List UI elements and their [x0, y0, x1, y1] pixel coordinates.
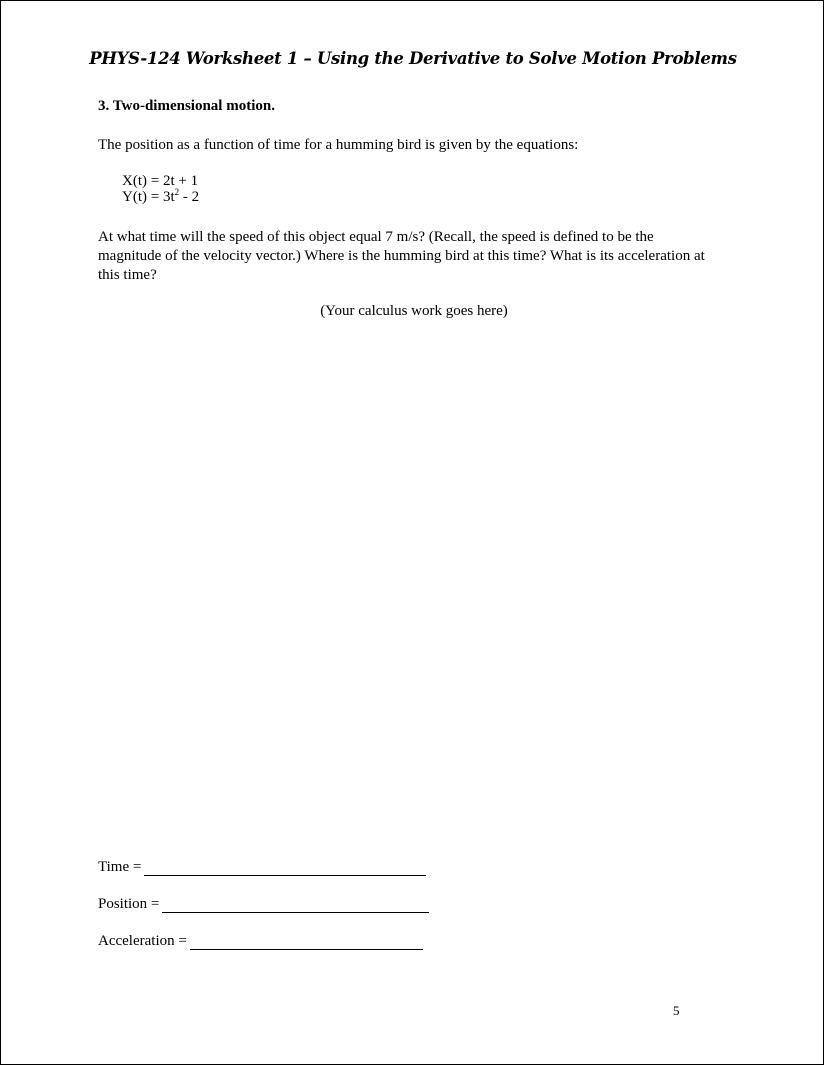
acceleration-answer-row	[98, 933, 423, 950]
page-number: 5	[673, 1003, 680, 1018]
equation-x: X(t) = 2t + 1	[122, 173, 199, 189]
time-answer-row	[98, 859, 426, 876]
position-answer-blank[interactable]	[162, 898, 429, 913]
equation-y-exponent: 2	[174, 187, 180, 197]
problem-question: At what time will the speed of this object equal 7 m/s? (Recall, the speed is defined to be the magnitude of the velocity vector.) Where is the humming bird at this time? What is its acceleration at this time?	[98, 229, 705, 283]
time-label: Time =	[98, 859, 142, 875]
acceleration-label: Acceleration =	[98, 933, 187, 949]
work-area-note: (Your calculus work goes here)	[320, 303, 508, 319]
equation-y	[122, 189, 199, 205]
time-answer-blank[interactable]	[144, 861, 426, 876]
problem-intro: The position as a function of time for a humming bird is given by the equations:	[98, 137, 579, 153]
position-answer-row	[98, 896, 429, 913]
page-title: PHYS-124 Worksheet 1 – Using the Derivative to Solve Motion Problems	[89, 49, 737, 68]
problem-heading: 3. Two-dimensional motion.	[98, 98, 275, 114]
equation-y-base: Y(t) = 3t	[122, 189, 175, 205]
position-label: Position =	[98, 896, 160, 912]
acceleration-answer-blank[interactable]	[190, 935, 423, 950]
equation-y-suffix: - 2	[179, 189, 200, 205]
